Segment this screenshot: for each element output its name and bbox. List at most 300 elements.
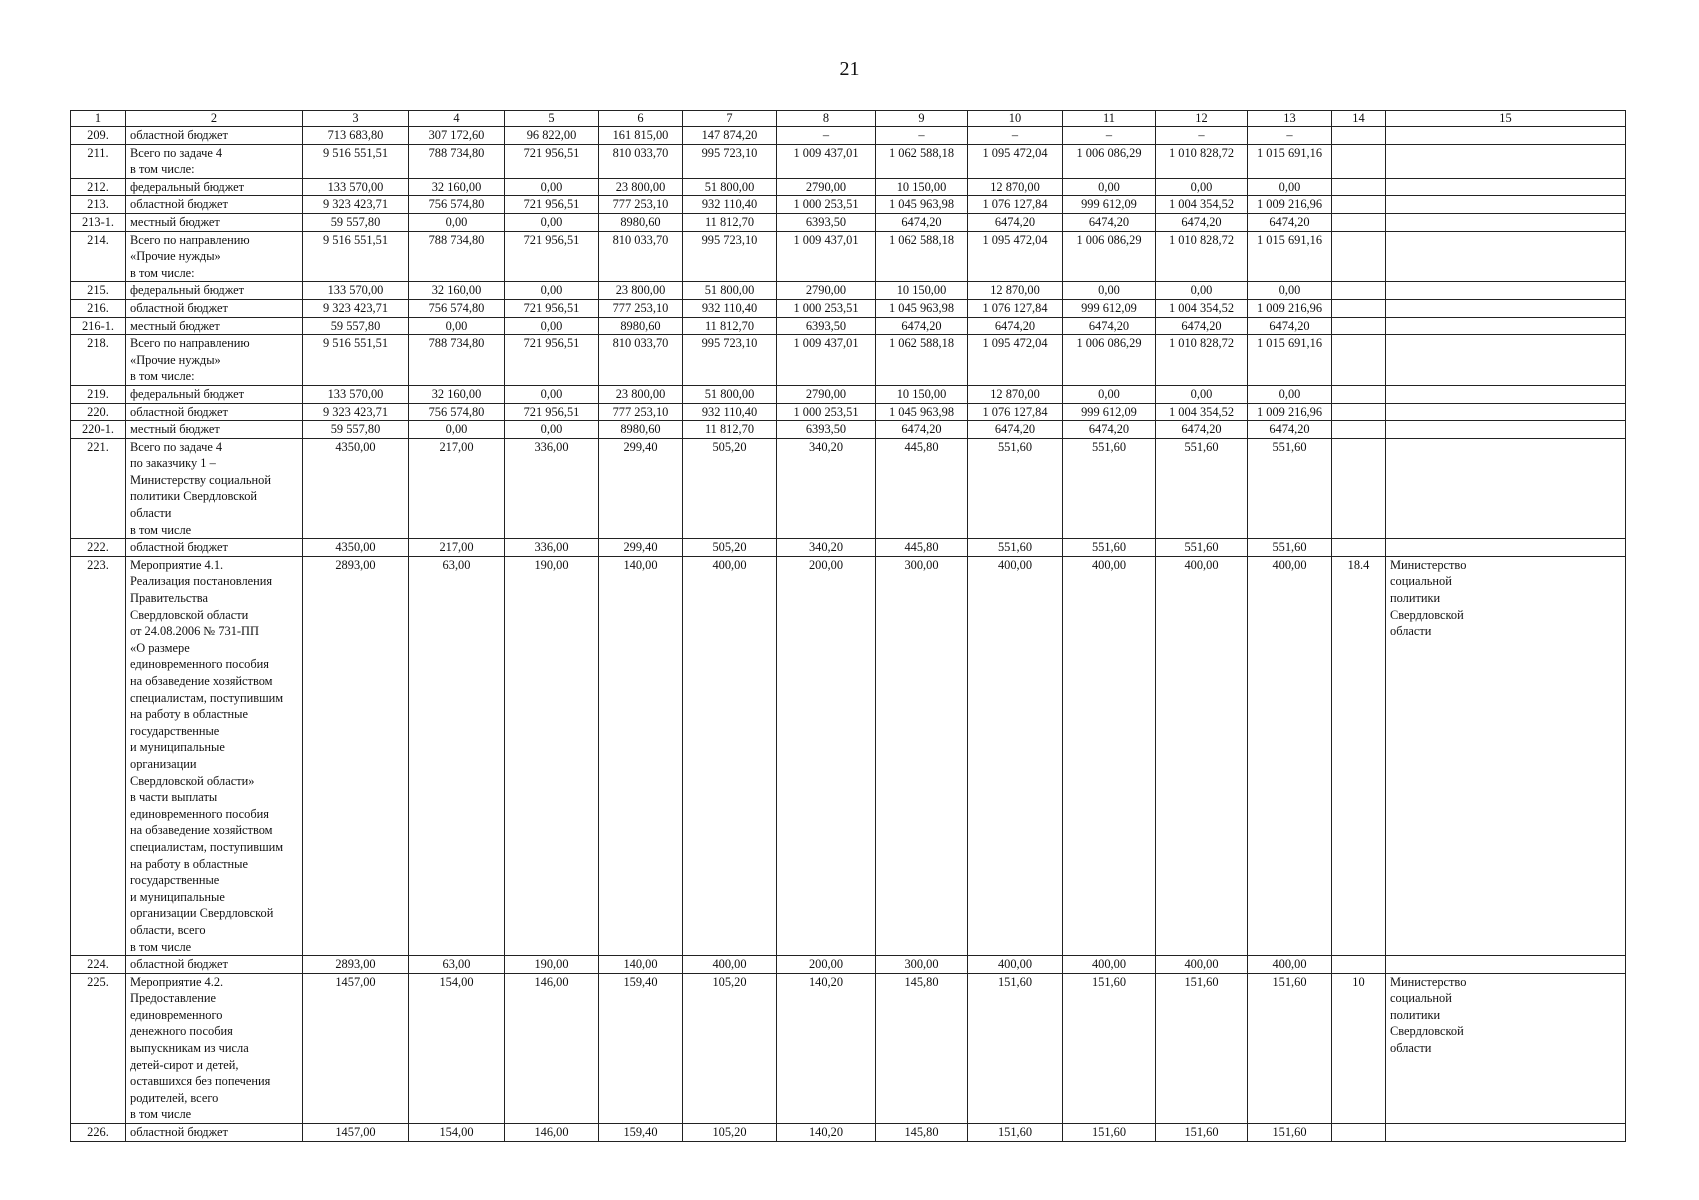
value-cell: 1 095 472,04 xyxy=(968,144,1063,178)
value-cell: 10 150,00 xyxy=(876,282,968,300)
target-indicator xyxy=(1332,438,1386,539)
row-name: областной бюджет xyxy=(126,539,303,557)
value-cell: 1 000 253,51 xyxy=(777,196,876,214)
value-cell: 1 062 588,18 xyxy=(876,144,968,178)
value-cell: 154,00 xyxy=(409,973,505,1123)
value-cell: 6474,20 xyxy=(876,317,968,335)
value-cell: 721 956,51 xyxy=(505,403,599,421)
column-header: 7 xyxy=(683,111,777,127)
value-cell: 1 004 354,52 xyxy=(1156,196,1248,214)
value-cell: 299,40 xyxy=(599,438,683,539)
table-row xyxy=(71,385,1626,403)
value-cell: 1 076 127,84 xyxy=(968,299,1063,317)
responsible-executor xyxy=(1386,421,1626,439)
value-cell: 400,00 xyxy=(1063,956,1156,974)
value-cell: 1 004 354,52 xyxy=(1156,299,1248,317)
value-cell: 1 009 437,01 xyxy=(777,144,876,178)
value-cell: 551,60 xyxy=(1156,539,1248,557)
value-cell: 400,00 xyxy=(1248,956,1332,974)
value-cell: 1 009 216,96 xyxy=(1248,403,1332,421)
value-cell: 9 516 551,51 xyxy=(303,335,409,386)
value-cell: 23 800,00 xyxy=(599,282,683,300)
value-cell: 146,00 xyxy=(505,973,599,1123)
value-cell: 6474,20 xyxy=(968,317,1063,335)
row-number: 221. xyxy=(71,438,126,539)
value-cell: 777 253,10 xyxy=(599,299,683,317)
value-cell: 300,00 xyxy=(876,556,968,955)
target-indicator xyxy=(1332,956,1386,974)
value-cell: 140,20 xyxy=(777,973,876,1123)
column-header: 5 xyxy=(505,111,599,127)
table-row xyxy=(71,438,1626,539)
row-number: 211. xyxy=(71,144,126,178)
value-cell: 1 045 963,98 xyxy=(876,299,968,317)
value-cell: 551,60 xyxy=(1248,438,1332,539)
value-cell: 551,60 xyxy=(968,438,1063,539)
table-row xyxy=(71,178,1626,196)
target-indicator xyxy=(1332,335,1386,386)
value-cell: 151,60 xyxy=(1248,1124,1332,1142)
table-row xyxy=(71,127,1626,145)
value-cell: 1 000 253,51 xyxy=(777,299,876,317)
value-cell: 6474,20 xyxy=(1248,317,1332,335)
value-cell: 145,80 xyxy=(876,1124,968,1142)
value-cell: 307 172,60 xyxy=(409,127,505,145)
value-cell: 4350,00 xyxy=(303,438,409,539)
value-cell: 190,00 xyxy=(505,556,599,955)
value-cell: 721 956,51 xyxy=(505,144,599,178)
value-cell: 400,00 xyxy=(1063,556,1156,955)
target-indicator xyxy=(1332,403,1386,421)
row-name: областной бюджет xyxy=(126,956,303,974)
value-cell: 12 870,00 xyxy=(968,385,1063,403)
value-cell: 0,00 xyxy=(505,317,599,335)
value-cell: 932 110,40 xyxy=(683,299,777,317)
value-cell: 1 015 691,16 xyxy=(1248,144,1332,178)
row-name: Всего по направлению «Прочие нужды» в том числе: xyxy=(126,335,303,386)
value-cell: 1 010 828,72 xyxy=(1156,231,1248,282)
target-indicator: 18.4 xyxy=(1332,556,1386,955)
responsible-executor xyxy=(1386,299,1626,317)
value-cell: 9 516 551,51 xyxy=(303,231,409,282)
value-cell: 721 956,51 xyxy=(505,196,599,214)
value-cell: 51 800,00 xyxy=(683,282,777,300)
row-name: областной бюджет xyxy=(126,403,303,421)
value-cell: 217,00 xyxy=(409,539,505,557)
row-number: 218. xyxy=(71,335,126,386)
value-cell: 6474,20 xyxy=(968,213,1063,231)
value-cell: 63,00 xyxy=(409,956,505,974)
value-cell: 400,00 xyxy=(968,956,1063,974)
value-cell: 151,60 xyxy=(1248,973,1332,1123)
value-cell: 9 516 551,51 xyxy=(303,144,409,178)
row-name: Мероприятие 4.2. Предоставление единовременного денежного пособия выпускникам из числа детей-сирот и детей, оставшихся без попечения родителей, всего в том числе xyxy=(126,973,303,1123)
row-number: 219. xyxy=(71,385,126,403)
value-cell: 0,00 xyxy=(1156,385,1248,403)
row-number: 222. xyxy=(71,539,126,557)
table-row xyxy=(71,421,1626,439)
target-indicator xyxy=(1332,196,1386,214)
column-header: 9 xyxy=(876,111,968,127)
value-cell: 0,00 xyxy=(505,213,599,231)
target-indicator xyxy=(1332,231,1386,282)
value-cell: 6474,20 xyxy=(1156,213,1248,231)
table-row xyxy=(71,299,1626,317)
value-cell: 6474,20 xyxy=(1063,213,1156,231)
table-row xyxy=(71,335,1626,386)
target-indicator xyxy=(1332,385,1386,403)
value-cell: 151,60 xyxy=(968,973,1063,1123)
table-body xyxy=(71,111,1626,1142)
responsible-executor xyxy=(1386,144,1626,178)
value-cell: 551,60 xyxy=(1248,539,1332,557)
value-cell: 400,00 xyxy=(1248,556,1332,955)
value-cell: 151,60 xyxy=(968,1124,1063,1142)
value-cell: 0,00 xyxy=(1063,385,1156,403)
row-name: Мероприятие 4.1. Реализация постановления Правительства Свердловской области от 24.08.2006 № 731-ПП «О размере единовременного пособия на обзаведение хозяйством специалистам, поступившим на работу в областные государственные и муниципальные организации Свердловской области» в части выплаты единовременного пособия на обзаведение хозяйством специалистам, поступившим на работу в областные государственные и муниципальные организации Свердловской области, всего в том числе xyxy=(126,556,303,955)
value-cell: 995 723,10 xyxy=(683,144,777,178)
value-cell: 1 009 216,96 xyxy=(1248,299,1332,317)
column-header: 15 xyxy=(1386,111,1626,127)
value-cell: 6474,20 xyxy=(1156,421,1248,439)
value-cell: 1 006 086,29 xyxy=(1063,231,1156,282)
value-cell: 0,00 xyxy=(409,213,505,231)
value-cell: 10 150,00 xyxy=(876,385,968,403)
value-cell: 0,00 xyxy=(409,317,505,335)
target-indicator xyxy=(1332,1124,1386,1142)
table-row xyxy=(71,144,1626,178)
target-indicator xyxy=(1332,213,1386,231)
row-number: 215. xyxy=(71,282,126,300)
responsible-executor xyxy=(1386,231,1626,282)
value-cell: 145,80 xyxy=(876,973,968,1123)
value-cell: 190,00 xyxy=(505,956,599,974)
value-cell: 151,60 xyxy=(1063,1124,1156,1142)
value-cell: 2790,00 xyxy=(777,178,876,196)
value-cell: 105,20 xyxy=(683,1124,777,1142)
value-cell: 151,60 xyxy=(1063,973,1156,1123)
value-cell: 788 734,80 xyxy=(409,231,505,282)
value-cell: 0,00 xyxy=(409,421,505,439)
target-indicator xyxy=(1332,299,1386,317)
value-cell: 9 323 423,71 xyxy=(303,299,409,317)
responsible-executor xyxy=(1386,539,1626,557)
row-number: 216-1. xyxy=(71,317,126,335)
value-cell: 6474,20 xyxy=(876,421,968,439)
value-cell: 0,00 xyxy=(505,178,599,196)
value-cell: 6393,50 xyxy=(777,317,876,335)
table-row xyxy=(71,556,1626,955)
value-cell: – xyxy=(777,127,876,145)
value-cell: 336,00 xyxy=(505,539,599,557)
value-cell: 1457,00 xyxy=(303,1124,409,1142)
table-row xyxy=(71,539,1626,557)
value-cell: 999 612,09 xyxy=(1063,299,1156,317)
value-cell: 400,00 xyxy=(1156,956,1248,974)
column-header: 12 xyxy=(1156,111,1248,127)
value-cell: 10 150,00 xyxy=(876,178,968,196)
value-cell: 721 956,51 xyxy=(505,231,599,282)
table-row xyxy=(71,956,1626,974)
row-number: 223. xyxy=(71,556,126,955)
row-name: местный бюджет xyxy=(126,213,303,231)
row-number: 220. xyxy=(71,403,126,421)
value-cell: 1 006 086,29 xyxy=(1063,144,1156,178)
row-number: 213. xyxy=(71,196,126,214)
table-row xyxy=(71,282,1626,300)
row-number: 226. xyxy=(71,1124,126,1142)
value-cell: 1 009 216,96 xyxy=(1248,196,1332,214)
value-cell: 12 870,00 xyxy=(968,178,1063,196)
value-cell: 721 956,51 xyxy=(505,335,599,386)
value-cell: 147 874,20 xyxy=(683,127,777,145)
value-cell: 11 812,70 xyxy=(683,213,777,231)
value-cell: 6474,20 xyxy=(968,421,1063,439)
row-name: местный бюджет xyxy=(126,317,303,335)
target-indicator xyxy=(1332,317,1386,335)
value-cell: 721 956,51 xyxy=(505,299,599,317)
responsible-executor xyxy=(1386,127,1626,145)
value-cell: 1 009 437,01 xyxy=(777,335,876,386)
target-indicator: 10 xyxy=(1332,973,1386,1123)
responsible-executor: Министерство социальной политики Свердловской области xyxy=(1386,556,1626,955)
value-cell: 0,00 xyxy=(1248,282,1332,300)
responsible-executor xyxy=(1386,335,1626,386)
page-number: 21 xyxy=(839,58,860,80)
value-cell: 299,40 xyxy=(599,539,683,557)
value-cell: 0,00 xyxy=(1156,178,1248,196)
value-cell: 200,00 xyxy=(777,556,876,955)
value-cell: 9 323 423,71 xyxy=(303,196,409,214)
column-header: 2 xyxy=(126,111,303,127)
value-cell: 4350,00 xyxy=(303,539,409,557)
responsible-executor: Министерство социальной политики Свердловской области xyxy=(1386,973,1626,1123)
value-cell: 154,00 xyxy=(409,1124,505,1142)
row-name: федеральный бюджет xyxy=(126,385,303,403)
value-cell: 0,00 xyxy=(505,421,599,439)
target-indicator xyxy=(1332,421,1386,439)
value-cell: 6474,20 xyxy=(1248,421,1332,439)
value-cell: 133 570,00 xyxy=(303,178,409,196)
value-cell: 1 010 828,72 xyxy=(1156,144,1248,178)
value-cell: 161 815,00 xyxy=(599,127,683,145)
value-cell: 810 033,70 xyxy=(599,231,683,282)
column-header: 6 xyxy=(599,111,683,127)
column-header: 13 xyxy=(1248,111,1332,127)
value-cell: 12 870,00 xyxy=(968,282,1063,300)
row-number: 216. xyxy=(71,299,126,317)
value-cell: 32 160,00 xyxy=(409,178,505,196)
value-cell: 8980,60 xyxy=(599,421,683,439)
responsible-executor xyxy=(1386,317,1626,335)
value-cell: 1 004 354,52 xyxy=(1156,403,1248,421)
value-cell: 11 812,70 xyxy=(683,317,777,335)
value-cell: 995 723,10 xyxy=(683,335,777,386)
row-name: федеральный бюджет xyxy=(126,178,303,196)
column-number-row xyxy=(71,111,1626,127)
row-number: 224. xyxy=(71,956,126,974)
value-cell: 505,20 xyxy=(683,539,777,557)
responsible-executor xyxy=(1386,196,1626,214)
value-cell: 1 045 963,98 xyxy=(876,403,968,421)
value-cell: 2893,00 xyxy=(303,956,409,974)
value-cell: 551,60 xyxy=(968,539,1063,557)
value-cell: 340,20 xyxy=(777,438,876,539)
value-cell: 0,00 xyxy=(505,385,599,403)
row-number: 212. xyxy=(71,178,126,196)
column-header: 4 xyxy=(409,111,505,127)
value-cell: 1 095 472,04 xyxy=(968,231,1063,282)
value-cell: 159,40 xyxy=(599,1124,683,1142)
value-cell: 6474,20 xyxy=(1156,317,1248,335)
row-name: Всего по задаче 4 по заказчику 1 – Министерству социальной политики Свердловской области в том числе xyxy=(126,438,303,539)
value-cell: 0,00 xyxy=(1063,282,1156,300)
table-row xyxy=(71,317,1626,335)
target-indicator xyxy=(1332,282,1386,300)
value-cell: 9 323 423,71 xyxy=(303,403,409,421)
value-cell: 777 253,10 xyxy=(599,403,683,421)
value-cell: 0,00 xyxy=(1248,178,1332,196)
row-name: областной бюджет xyxy=(126,196,303,214)
column-header: 3 xyxy=(303,111,409,127)
target-indicator xyxy=(1332,539,1386,557)
value-cell: 1 062 588,18 xyxy=(876,335,968,386)
value-cell: 151,60 xyxy=(1156,973,1248,1123)
table-row xyxy=(71,973,1626,1123)
value-cell: 0,00 xyxy=(1063,178,1156,196)
row-name: областной бюджет xyxy=(126,299,303,317)
value-cell: 788 734,80 xyxy=(409,335,505,386)
value-cell: 777 253,10 xyxy=(599,196,683,214)
value-cell: – xyxy=(1156,127,1248,145)
value-cell: 713 683,80 xyxy=(303,127,409,145)
column-header: 1 xyxy=(71,111,126,127)
row-name: областной бюджет xyxy=(126,127,303,145)
value-cell: 59 557,80 xyxy=(303,213,409,231)
value-cell: 59 557,80 xyxy=(303,421,409,439)
value-cell: 6474,20 xyxy=(1248,213,1332,231)
value-cell: 400,00 xyxy=(968,556,1063,955)
value-cell: 932 110,40 xyxy=(683,403,777,421)
value-cell: – xyxy=(1248,127,1332,145)
target-indicator xyxy=(1332,144,1386,178)
value-cell: 8980,60 xyxy=(599,213,683,231)
value-cell: 1 006 086,29 xyxy=(1063,335,1156,386)
value-cell: 6474,20 xyxy=(1063,421,1156,439)
value-cell: 32 160,00 xyxy=(409,385,505,403)
row-number: 214. xyxy=(71,231,126,282)
value-cell: 1 095 472,04 xyxy=(968,335,1063,386)
responsible-executor xyxy=(1386,956,1626,974)
value-cell: 551,60 xyxy=(1063,438,1156,539)
value-cell: 1 010 828,72 xyxy=(1156,335,1248,386)
value-cell: 445,80 xyxy=(876,438,968,539)
value-cell: 810 033,70 xyxy=(599,335,683,386)
value-cell: 51 800,00 xyxy=(683,178,777,196)
value-cell: 51 800,00 xyxy=(683,385,777,403)
target-indicator xyxy=(1332,127,1386,145)
column-header: 8 xyxy=(777,111,876,127)
value-cell: 505,20 xyxy=(683,438,777,539)
value-cell: 217,00 xyxy=(409,438,505,539)
value-cell: 1 076 127,84 xyxy=(968,403,1063,421)
value-cell: 0,00 xyxy=(1248,385,1332,403)
value-cell: 788 734,80 xyxy=(409,144,505,178)
value-cell: 8980,60 xyxy=(599,317,683,335)
table-row xyxy=(71,1124,1626,1142)
value-cell: – xyxy=(968,127,1063,145)
value-cell: 151,60 xyxy=(1156,1124,1248,1142)
budget-table xyxy=(70,110,1626,1142)
value-cell: – xyxy=(876,127,968,145)
value-cell: 6393,50 xyxy=(777,213,876,231)
column-header: 14 xyxy=(1332,111,1386,127)
row-name: областной бюджет xyxy=(126,1124,303,1142)
value-cell: 336,00 xyxy=(505,438,599,539)
row-number: 225. xyxy=(71,973,126,1123)
value-cell: 6393,50 xyxy=(777,421,876,439)
value-cell: 999 612,09 xyxy=(1063,403,1156,421)
responsible-executor xyxy=(1386,1124,1626,1142)
value-cell: 756 574,80 xyxy=(409,299,505,317)
column-header: 11 xyxy=(1063,111,1156,127)
responsible-executor xyxy=(1386,403,1626,421)
value-cell: 2790,00 xyxy=(777,385,876,403)
target-indicator xyxy=(1332,178,1386,196)
row-number: 220-1. xyxy=(71,421,126,439)
row-name: Всего по направлению «Прочие нужды» в том числе: xyxy=(126,231,303,282)
value-cell: 300,00 xyxy=(876,956,968,974)
value-cell: 400,00 xyxy=(1156,556,1248,955)
row-name: местный бюджет xyxy=(126,421,303,439)
value-cell: 140,00 xyxy=(599,956,683,974)
value-cell: 999 612,09 xyxy=(1063,196,1156,214)
responsible-executor xyxy=(1386,213,1626,231)
value-cell: 59 557,80 xyxy=(303,317,409,335)
value-cell: 105,20 xyxy=(683,973,777,1123)
value-cell: 2893,00 xyxy=(303,556,409,955)
value-cell: 551,60 xyxy=(1156,438,1248,539)
value-cell: 23 800,00 xyxy=(599,385,683,403)
row-name: федеральный бюджет xyxy=(126,282,303,300)
value-cell: 1 015 691,16 xyxy=(1248,335,1332,386)
row-number: 213-1. xyxy=(71,213,126,231)
table-row xyxy=(71,196,1626,214)
row-name: Всего по задаче 4 в том числе: xyxy=(126,144,303,178)
responsible-executor xyxy=(1386,282,1626,300)
value-cell: 551,60 xyxy=(1063,539,1156,557)
value-cell: 756 574,80 xyxy=(409,196,505,214)
table-row xyxy=(71,213,1626,231)
value-cell: 23 800,00 xyxy=(599,178,683,196)
value-cell: 995 723,10 xyxy=(683,231,777,282)
responsible-executor xyxy=(1386,438,1626,539)
column-header: 10 xyxy=(968,111,1063,127)
table-row xyxy=(71,231,1626,282)
row-number: 209. xyxy=(71,127,126,145)
value-cell: 340,20 xyxy=(777,539,876,557)
value-cell: 1 076 127,84 xyxy=(968,196,1063,214)
value-cell: 6474,20 xyxy=(1063,317,1156,335)
value-cell: 2790,00 xyxy=(777,282,876,300)
value-cell: 1 045 963,98 xyxy=(876,196,968,214)
value-cell: 133 570,00 xyxy=(303,282,409,300)
value-cell: 140,20 xyxy=(777,1124,876,1142)
responsible-executor xyxy=(1386,178,1626,196)
value-cell: 0,00 xyxy=(505,282,599,300)
value-cell: 810 033,70 xyxy=(599,144,683,178)
value-cell: 1 015 691,16 xyxy=(1248,231,1332,282)
